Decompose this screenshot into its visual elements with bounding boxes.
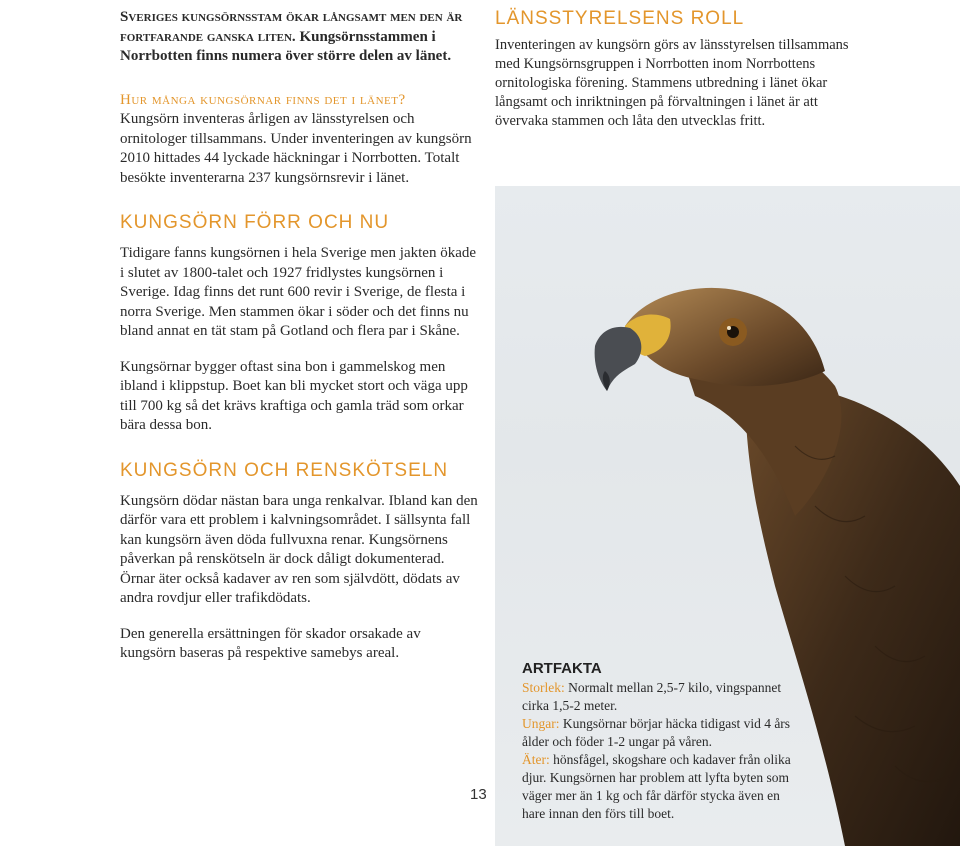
right-column <box>495 8 855 131</box>
fact-size <box>522 679 792 715</box>
history-title: KUNGSÖRN FÖRR OCH NU <box>120 212 390 233</box>
intro-paragraph <box>120 8 480 67</box>
reindeer-title: KUNGSÖRN OCH RENSKÖTSELN <box>120 459 449 481</box>
left-column <box>120 8 480 664</box>
reindeer-paragraph-1: Kungsörn dödar nästan bara unga renkalvar. Ibland kan den därför vara ett problem i kalvningsområdet. I sällsynta fall kan kungsörn även döda fullvuxna renar. Kungsörnens påverkan på renskötseln är dock dåligt dokumenterad. Örnar äter också kadaver av ren som självdött, dödats av andra rovdjur eller trafikdödats. <box>120 492 478 606</box>
fact-eats-key: Äter: <box>522 752 550 767</box>
county-body: Inventeringen av kungsörn görs av länsstyrelsen tillsammans med Kungsörnsgruppen i Norrbotten inom Norrbottens ornitologiska förening. Stammens utbredning i länet ökar långsamt och inriktningen på förvaltningen i länet är att övervaka stammen och låta den utvecklas fritt. <box>495 37 849 129</box>
fact-eats-value: hönsfågel, skogshare och kadaver från olika djur. Kungsörnen har problem att lyfta byten som väger mer än 1 kg och får därför stycka även en hare innan den förs till boet. <box>522 752 791 821</box>
count-subtitle: Hur många kungsörnar finns det i länet? <box>120 91 406 108</box>
fact-eats <box>522 751 792 823</box>
count-body: Kungsörn inventeras årligen av länsstyrelsen och ornitologer tillsammans. Under inventeringen av kungsörn 2010 hittades 44 lyckade häckningar i Norrbotten. Totalt besökte inventerarna 237 kungsörnsrevir i länet. <box>120 111 472 186</box>
fact-size-key: Storlek: <box>522 680 565 695</box>
fact-size-value: Normalt mellan 2,5-7 kilo, vingspannet cirka 1,5-2 meter. <box>522 680 782 713</box>
county-title: LÄNSSTYRELSENS ROLL <box>495 8 745 29</box>
species-facts-box <box>508 660 798 846</box>
page-number: 13 <box>470 786 487 803</box>
factbox-title: ARTFAKTA <box>522 660 602 677</box>
intro-rest: Kungsörnsstammen i Norrbotten finns numera över större delen av länet. <box>120 28 452 64</box>
fact-young-key: Ungar: <box>522 716 560 731</box>
fact-young <box>522 715 792 751</box>
history-paragraph-2: Kungsörnar bygger oftast sina bon i gammelskog men ibland i klippstup. Boet kan bli mycket stort och väga upp till 700 kg så det krävs kraftiga och gamla träd som orkar bära dessa bon. <box>120 358 468 433</box>
intro-lead: Sveriges kungsörnsstam ökar långsamt men den är fortfarande ganska liten. <box>120 9 463 45</box>
history-paragraph-1: Tidigare fanns kungsörnen i hela Sverige men jakten ökade i slutet av 1800-talet och 1927 fridlystes kungsörnen i Sverige. Idag finns det runt 600 revir i Sverige, de flesta i norra Sverige. Men stammen ökar i söder och det finns nu bland annat en tät stam på Gotland och flera par i Skåne. <box>120 245 477 339</box>
reindeer-paragraph-2: Den generella ersättningen för skador orsakade av kungsörn baseras på respektive samebys areal. <box>120 625 421 661</box>
fact-young-value: Kungsörnar börjar häcka tidigast vid 4 års ålder och föder 1-2 ungar på våren. <box>522 716 791 749</box>
